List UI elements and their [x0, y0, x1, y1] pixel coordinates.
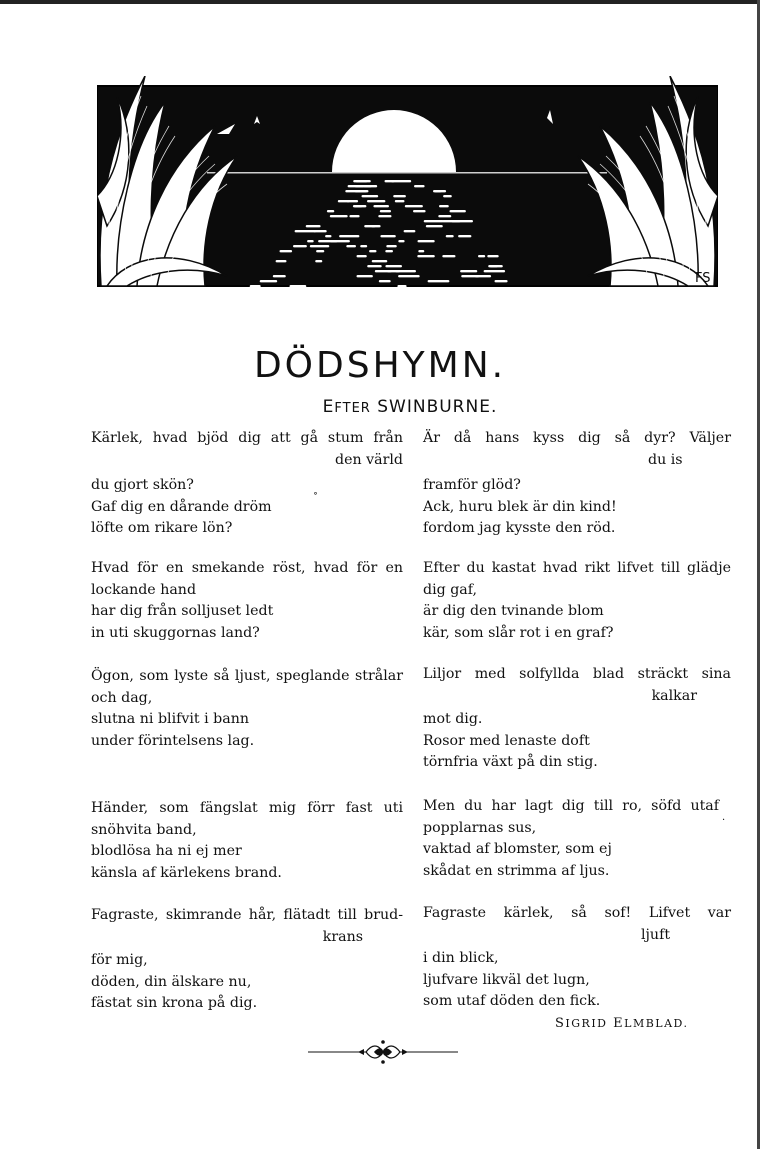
stanza [423, 664, 731, 774]
scan-top-edge [0, 0, 760, 4]
stanza [91, 428, 403, 540]
reflection-stroke [442, 255, 455, 257]
reflection-stroke [310, 245, 330, 247]
reflection-stroke [418, 250, 424, 252]
reflection-stroke [371, 225, 380, 227]
reflection-stroke [293, 245, 307, 247]
reflection-stroke [353, 180, 367, 182]
reflection-stroke [428, 280, 450, 282]
verse-line: framför glöd? [423, 477, 521, 493]
verse-line: in uti skuggornas land? [91, 624, 260, 641]
verse-line: Liljor med solfyllda blad sträckt sina [423, 666, 731, 682]
reflection-stroke [395, 200, 405, 202]
signature-firstname: IGRID [565, 1017, 608, 1030]
reflection-stroke [418, 240, 435, 242]
reflection-stroke [433, 190, 446, 192]
reflection-stroke [443, 195, 452, 197]
reflection-stroke [280, 250, 293, 252]
reflection-stroke [452, 220, 474, 222]
verse-line: vaktad af blomster, som ej [423, 841, 612, 857]
reflection-stroke [446, 235, 454, 237]
author-signature [555, 1014, 688, 1034]
reflection-stroke [405, 205, 423, 207]
reflection-stroke [426, 225, 443, 227]
verse-line-continuation: den värld [334, 451, 403, 468]
reflection-stroke [413, 210, 426, 212]
verse-line: törnfria växt på din stig. [423, 754, 598, 770]
verse-line: snöhvita band, [91, 821, 197, 838]
verse-line: under förintelsens lag. [91, 732, 255, 749]
stanza [91, 666, 403, 752]
verse-line: dig gaf, [423, 581, 478, 598]
verse-line: Kärlek, hvad bjöd dig att gå stum från [91, 430, 403, 446]
reflection-stroke [295, 230, 316, 232]
reflection-stroke [345, 190, 367, 192]
reflection-stroke [372, 260, 388, 262]
verse-line-continuation: du is [648, 451, 683, 468]
reflection-stroke [378, 215, 391, 217]
reflection-stroke [393, 195, 406, 197]
reflection-stroke [391, 180, 411, 182]
reflection-stroke [380, 235, 395, 237]
reflection-stroke [349, 215, 359, 217]
reflection-stroke [450, 210, 466, 212]
verse-line-continuation: kalkar [651, 687, 697, 704]
poem-title: DÖDSHYMN. [253, 345, 507, 386]
reflection-stroke [495, 280, 508, 282]
verse-line: har dig från solljuset ledt [91, 603, 274, 619]
verse-line: i din blick, [423, 950, 499, 966]
reflection-stroke [367, 200, 385, 202]
reflection-stroke [307, 240, 314, 242]
verse-line: är dig den tvinande blom [423, 603, 604, 619]
reflection-stroke [385, 265, 402, 267]
subtitle-rest: FTER [334, 401, 371, 416]
reflection-stroke [439, 205, 449, 207]
verse-line: Händer, som fängslat mig förr fast uti [91, 800, 403, 816]
verse-line: popplarnas sus, [423, 819, 537, 836]
reflection-stroke [369, 250, 376, 252]
verse-line: som utaf döden den fick. [423, 993, 601, 1009]
reflection-stroke [250, 285, 261, 287]
reflection-stroke [330, 215, 348, 217]
verse-line: kär, som slår rot i en graf? [423, 624, 614, 641]
reflection-stroke [424, 220, 444, 222]
reflection-stroke [404, 230, 416, 232]
reflection-stroke [367, 265, 382, 267]
verse-line-continuation: ljuft [641, 926, 671, 943]
reflection-stroke [417, 255, 435, 257]
verse-line: ljufvare likväl det lugn, [423, 971, 590, 988]
reflection-stroke [346, 245, 356, 247]
reflection-stroke [276, 260, 287, 262]
reflection-stroke [316, 250, 324, 252]
reflection-stroke [385, 250, 393, 252]
reflection-stroke [315, 260, 322, 262]
artist-monogram: FS [695, 271, 711, 286]
verse-line: Efter du kastat hvad rikt lifvet till glädje [423, 560, 731, 576]
verse-line: löfte om rikare lön? [91, 520, 233, 536]
subtitle-initial: E [322, 397, 335, 417]
verse-line: skådat en strimma af ljus. [423, 862, 610, 879]
reflection-stroke [290, 285, 307, 287]
verse-line: Fagraste kärlek, så sof! Lifvet var [423, 905, 731, 921]
reflection-stroke [395, 270, 416, 272]
reflection-stroke [260, 280, 278, 282]
verse-line: Rosor med lenaste doft [423, 732, 590, 749]
reflection-stroke [460, 270, 477, 272]
reflection-stroke [478, 255, 485, 257]
reflection-stroke [398, 275, 420, 277]
reflection-stroke [354, 205, 362, 207]
reflection-stroke [327, 210, 334, 212]
stanza [423, 428, 731, 540]
verse-line: du gjort skön? [91, 477, 194, 493]
verse-line: känsla af kärlekens brand. [91, 864, 282, 881]
stanza [91, 798, 403, 884]
poem-subtitle [0, 396, 760, 420]
signature-initial: S [555, 1016, 566, 1031]
reflection-stroke [362, 195, 379, 197]
verse-line: Men du har lagt dig till ro, söfd utaf [423, 798, 719, 814]
verse-line: Ögon, som lyste så ljust, speglande strålar [91, 668, 403, 684]
stanza [423, 796, 731, 882]
verse-line: slutna ni blifvit i bann [91, 711, 249, 727]
verse-line: lockande hand [91, 581, 197, 598]
reflection-stroke [314, 230, 327, 232]
reflection-stroke [458, 235, 471, 237]
stanza [91, 905, 403, 1015]
reflection-stroke [379, 280, 391, 282]
signature-initial: E [613, 1016, 625, 1031]
reflection-stroke [339, 235, 359, 237]
verse-line: mot dig. [423, 711, 483, 727]
reflection-stroke [273, 275, 286, 277]
verse-line: Hvad för en smekande röst, hvad för en [91, 560, 403, 576]
reflection-stroke [325, 235, 331, 237]
reflection-stroke [357, 255, 367, 257]
reflection-stroke [414, 185, 425, 187]
reflection-stroke [490, 265, 498, 267]
subtitle-author: SWINBURNE. [377, 397, 498, 417]
reflection-stroke [461, 275, 479, 277]
verse-line: döden, din älskare nu, [91, 973, 252, 990]
reflection-stroke [397, 285, 406, 287]
stanza [91, 558, 403, 644]
print-speck: · [722, 815, 726, 826]
reflection-stroke [380, 210, 391, 212]
verse-line: fästat sin krona på dig. [91, 995, 258, 1011]
reflection-stroke [398, 240, 404, 242]
reflection-stroke [386, 245, 397, 247]
reflection-stroke [355, 185, 372, 187]
verse-line: blodlösa ha ni ej mer [91, 843, 242, 859]
reflection-stroke [438, 215, 451, 217]
verse-line: och dag, [91, 689, 153, 706]
verse-line: Gaf dig en dårande dröm [91, 498, 272, 515]
reflection-stroke [360, 245, 367, 247]
reflection-stroke [484, 270, 506, 272]
reflection-stroke [318, 240, 337, 242]
verse-line: Är då hans kyss dig så dyr? Väljer [423, 430, 731, 446]
stanza [423, 558, 731, 644]
verse-line: Ack, huru blek är din kind! [423, 498, 617, 515]
verse-line: Fagraste, skimrande hår, flätadt till brud- [91, 907, 403, 923]
tailpiece-ornament [308, 1038, 458, 1066]
signature-lastname: LMBLAD. [624, 1017, 689, 1030]
verse-line: fordom jag kysste den röd. [423, 520, 616, 536]
reflection-stroke [338, 200, 350, 202]
stanza [423, 903, 731, 1013]
reflection-stroke [373, 205, 389, 207]
reflection-stroke [487, 255, 498, 257]
reflection-stroke [306, 225, 321, 227]
verse-line: för mig, [91, 952, 148, 968]
reflection-stroke [357, 275, 373, 277]
header-illustration [97, 76, 718, 292]
print-speck: ˚ [313, 493, 318, 504]
verse-line-continuation: krans [322, 928, 363, 945]
